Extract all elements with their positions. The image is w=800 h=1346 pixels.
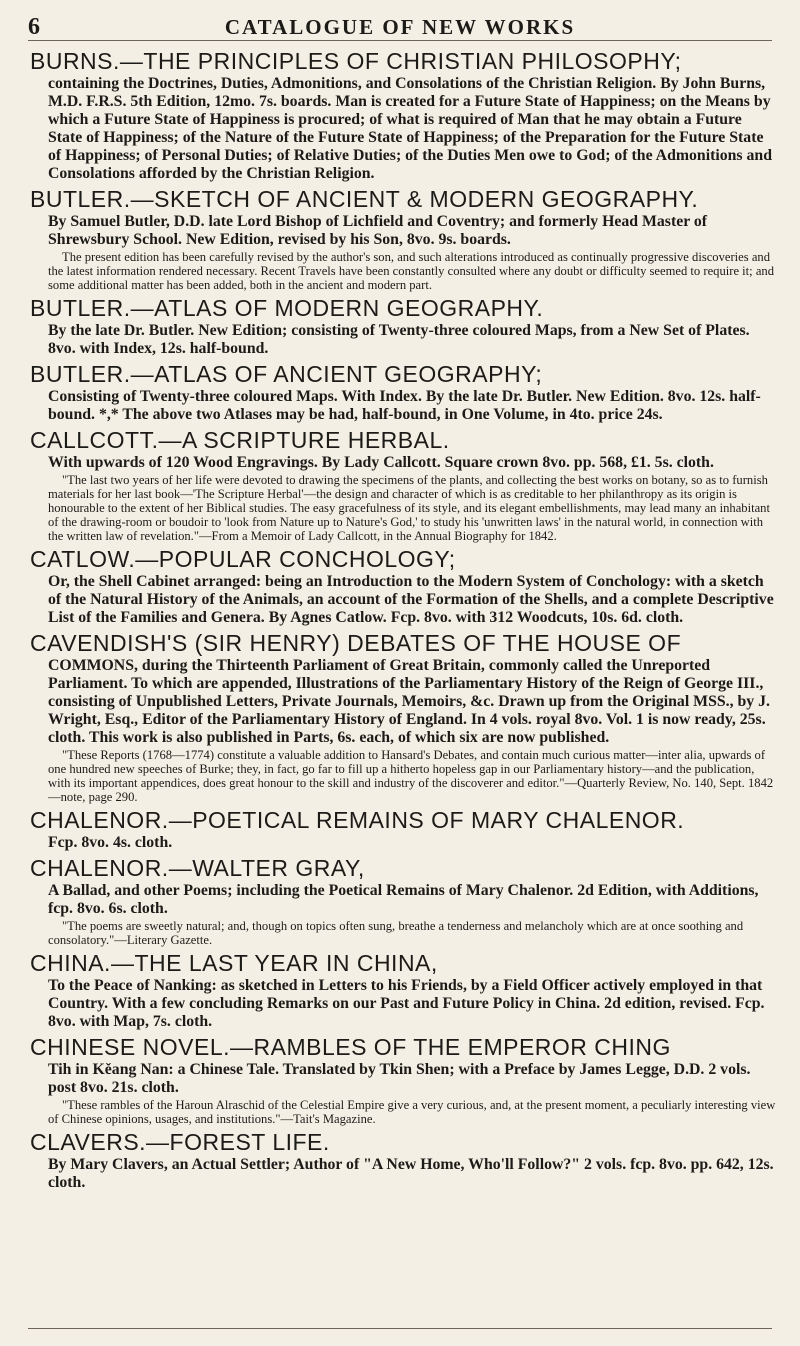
entry-heading: BUTLER.—ATLAS OF MODERN GEOGRAPHY. bbox=[30, 295, 544, 321]
catalogue-entry bbox=[30, 1129, 776, 1192]
catalogue-entry bbox=[30, 950, 776, 1031]
bottom-rule bbox=[28, 1328, 772, 1329]
catalogue-entry bbox=[30, 807, 776, 852]
entry-description: containing the Doctrines, Duties, Admonitions, and Consolations of the Christian Religion. By John Burns, M.D. F.R.S. 5th Edition, 12mo. 7s. boards. Man is created for a Future State of Happiness; on the Means by which a Future State of Happiness is procured; of what is required of Man that he may obtain a Future State of Happiness; of the Nature of the Future State of Happiness; of the Preparation for the Future State of Happiness; of Personal Duties; of Relative Duties; of the Duties Men owe to God; of the Admonitions and Consolations afforded by the Christian Religion. bbox=[48, 75, 772, 182]
entry-description: Fcp. 8vo. 4s. cloth. bbox=[48, 834, 173, 851]
entry-description: To the Peace of Nanking: as sketched in Letters to his Friends, by a Field Officer actively employed in that Country. With a few concluding Remarks on our Past and Future Policy in China. 2d edition, revised. Fcp. 8vo. with Map, 7s. cloth. bbox=[48, 977, 765, 1030]
entry-heading: CALLCOTT.—A SCRIPTURE HERBAL. bbox=[30, 427, 450, 453]
entry-description: Or, the Shell Cabinet arranged: being an Introduction to the Modern System of Conchology: with a sketch of the Natural History of the Animals, an account of the Formation of the Shells, and a complete Descriptive List of the Families and Genera. By Agnes Catlow. Fcp. 8vo. with 312 Woodcuts, 10s. 6d. cloth. bbox=[48, 573, 774, 626]
entry-heading: CHALENOR.—POETICAL REMAINS OF MARY CHALENOR. bbox=[30, 807, 685, 833]
entry-description: COMMONS, during the Thirteenth Parliament of Great Britain, commonly called the Unreported Parliament. To which are appended, Illustrations of the Parliamentary History of the Reign of George III., consisting of Unpublished Letters, Private Journals, Memoirs, &c. Drawn up from the Original MSS., by J. Wright, Esq., Editor of the Parliamentary History of England. In 4 vols. royal 8vo. Vol. 1 is now ready, 25s. cloth. This work is also published in Parts, 6s. each, of which six are now published. bbox=[48, 657, 770, 746]
catalogue-entry bbox=[30, 361, 776, 424]
entry-heading: CAVENDISH'S (SIR HENRY) DEBATES OF THE HOUSE OF bbox=[30, 630, 682, 656]
entry-heading: BUTLER.—SKETCH OF ANCIENT & MODERN GEOGRAPHY. bbox=[30, 186, 699, 212]
page-number: 6 bbox=[28, 14, 40, 40]
entry-review-note: The present edition has been carefully revised by the author's son, and such alterations introduced as continually progressive discoveries and the latest information rendered necessary. Recent Travels have been constantly consulted where any doubt or difficulty seemed to require it; and some additional matter has been added, both in the ancient and modern part. bbox=[48, 250, 775, 292]
catalogue-entry bbox=[30, 48, 776, 183]
entry-description: Consisting of Twenty-three coloured Maps. With Index. By the late Dr. Butler. New Edition. 8vo. 12s. half-bound. *,* The above two Atlases may be had, half-bound, in One Volume, in 4to. price 24s. bbox=[48, 388, 761, 423]
entry-heading: CATLOW.—POPULAR CONCHOLOGY; bbox=[30, 546, 456, 572]
entry-description: By the late Dr. Butler. New Edition; consisting of Twenty-three coloured Maps, from a New Set of Plates. 8vo. with Index, 12s. half-bound. bbox=[48, 322, 750, 357]
catalogue-entry bbox=[30, 546, 776, 627]
entry-description: With upwards of 120 Wood Engravings. By Lady Callcott. Square crown 8vo. pp. 568, £1. 5s. cloth. bbox=[48, 454, 714, 471]
entry-heading: CHINA.—THE LAST YEAR IN CHINA, bbox=[30, 950, 438, 976]
entry-heading: CLAVERS.—FOREST LIFE. bbox=[30, 1129, 330, 1155]
entry-description: A Ballad, and other Poems; including the Poetical Remains of Mary Chalenor. 2d Edition, with Additions, fcp. 8vo. 6s. cloth. bbox=[48, 882, 759, 917]
entry-description: By Mary Clavers, an Actual Settler; Author of "A New Home, Who'll Follow?" 2 vols. fcp. 8vo. pp. 642, 12s. cloth. bbox=[48, 1156, 774, 1191]
page-header bbox=[28, 14, 772, 41]
catalogue-entry bbox=[30, 1034, 776, 1126]
entry-description: By Samuel Butler, D.D. late Lord Bishop of Lichfield and Coventry; and formerly Head Master of Shrewsbury School. New Edition, revised by his Son, 8vo. 9s. boards. bbox=[48, 213, 708, 248]
entry-heading: CHINESE NOVEL.—RAMBLES OF THE EMPEROR CHING bbox=[30, 1034, 671, 1060]
entry-description: Tih in Kěang Nan: a Chinese Tale. Translated by Tkin Shen; with a Preface by James Legge, D.D. 2 vols. post 8vo. 21s. cloth. bbox=[48, 1061, 751, 1096]
catalogue-entry bbox=[30, 630, 776, 804]
entry-review-note: "These Reports (1768—1774) constitute a valuable addition to Hansard's Debates, and contain much curious matter—inter alia, upwards of one hundred new speeches of Burke; they, in fact, go far to fill up a hitherto hopeless gap in our Parliamentary history—and the publication, with its important appendices, does great honour to the skill and industry of the discoverer and editor."—Quarterly Review, No. 140, Sept. 1842—note, page 290. bbox=[48, 748, 774, 804]
entry-review-note: "The poems are sweetly natural; and, though on topics often sung, breathe a tenderness and melancholy which are at once soothing and consolatory."—Literary Gazette. bbox=[48, 919, 744, 947]
catalogue-entry bbox=[30, 855, 776, 947]
catalogue-entry bbox=[30, 427, 776, 543]
entry-heading: CHALENOR.—WALTER GRAY, bbox=[30, 855, 365, 881]
catalogue-entries bbox=[30, 48, 776, 1195]
running-title: CATALOGUE OF NEW WORKS bbox=[224, 14, 576, 39]
entry-heading: BURNS.—THE PRINCIPLES OF CHRISTIAN PHILOSOPHY; bbox=[30, 48, 682, 74]
catalogue-entry bbox=[30, 295, 776, 358]
catalogue-entry bbox=[30, 186, 776, 292]
entry-review-note: "These rambles of the Haroun Alraschid of the Celestial Empire give a very curious, and, at the present moment, a peculiarly interesting view of Chinese opinions, usages, and institutions."—Tait's Magazine. bbox=[48, 1098, 776, 1126]
entry-heading: BUTLER.—ATLAS OF ANCIENT GEOGRAPHY; bbox=[30, 361, 543, 387]
entry-review-note: "The last two years of her life were devoted to drawing the specimens of the plants, and collecting the best works on botany, so as to furnish materials for her last book—'The Scripture Herbal'—the design and character of which is as creditable to her philanthropy as its origin is honourable to the extent of her Biblical studies. The easy gracefulness of its style, and its elegant embellishments, may lead many an inhabitant of the drawing-room or boudoir to 'look from Nature up to Nature's God,' to study his 'unwritten laws' in the natural world, in connection with the written law of revelation."—From a Memoir of Lady Callcott, in the Annual Biography for 1842. bbox=[48, 473, 770, 543]
